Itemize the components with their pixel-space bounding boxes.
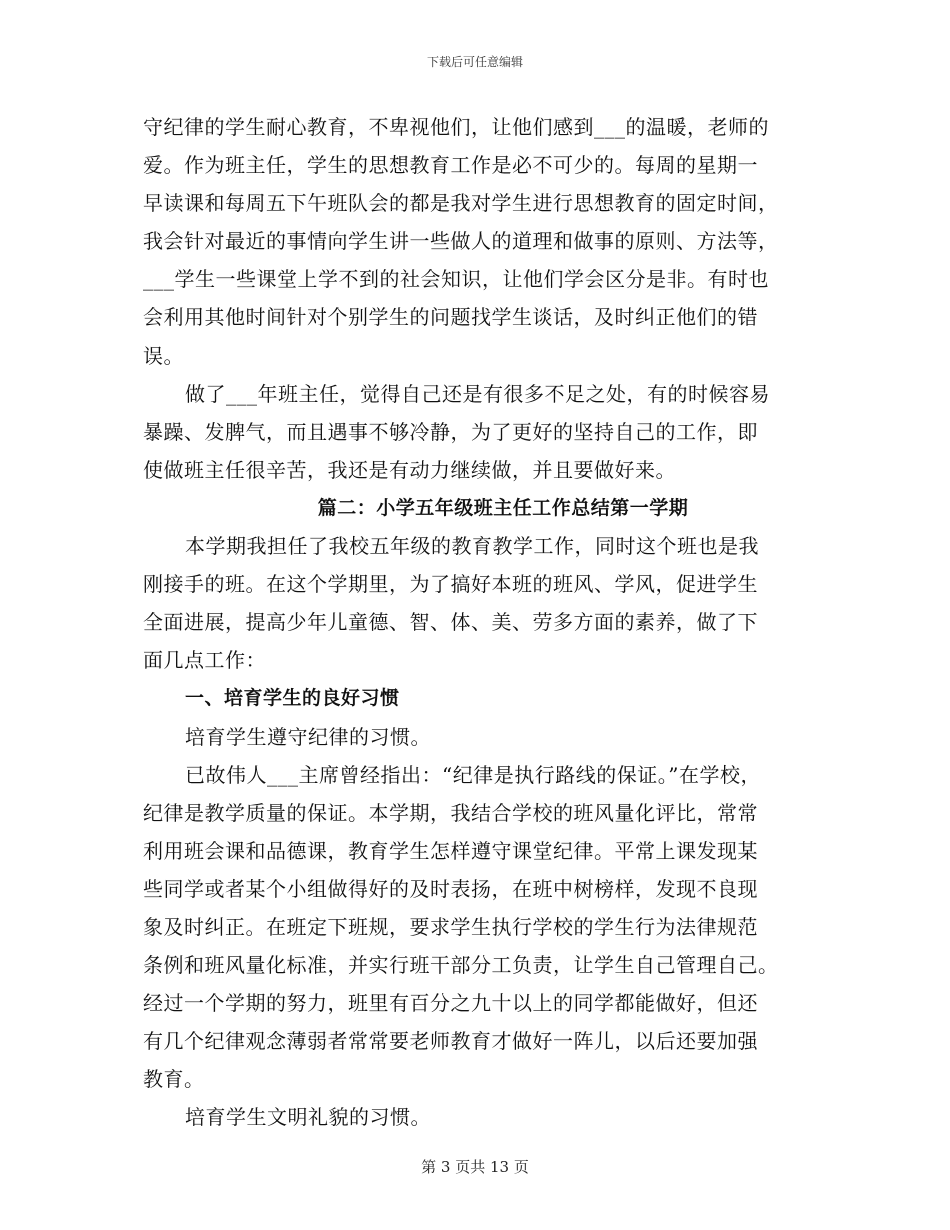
- page-header: 下载后可任意编辑: [426, 55, 523, 69]
- text-line: 使做班主任很辛苦，我还是有动力继续做，并且要做好来。: [143, 457, 676, 482]
- text-line: 误。: [143, 343, 184, 368]
- text-line: 刚接手的班。在这个学期里，为了搞好本班的班风、学风，促进学生: [143, 572, 758, 597]
- subsection-heading: 一、培育学生的良好习惯: [185, 687, 400, 710]
- text-line: 纪律是教学质量的保证。本学期，我结合学校的班风量化评比，常常: [143, 800, 758, 825]
- text-line: 象及时纠正。在班定下班规，要求学生执行学校的学生行为法律规范: [143, 914, 758, 939]
- paragraph-start-line: 做了___年班主任，觉得自己还是有很多不足之处，有的时候容易: [185, 381, 770, 406]
- paragraph-start-line: 已故伟人___主席曾经指出：“纪律是执行路线的保证。”在学校，: [185, 762, 761, 787]
- paragraph-start-line: 本学期我担任了我校五年级的教育教学工作，同时这个班也是我: [185, 534, 759, 559]
- text-line: 爱。作为班主任，学生的思想教育工作是必不可少的。每周的星期一: [143, 153, 758, 178]
- text-line: 面几点工作：: [143, 648, 266, 673]
- text-line: 暴躁、发脾气，而且遇事不够冷静，为了更好的坚持自己的工作，即: [143, 419, 758, 444]
- text-line: 有几个纪律观念薄弱者常常要老师教育才做好一阵儿，以后还要加强: [143, 1029, 758, 1054]
- text-line: 经过一个学期的努力，班里有百分之九十以上的同学都能做好，但还: [143, 991, 758, 1016]
- text-line: 会利用其他时间针对个别学生的问题找学生谈话，及时纠正他们的错: [143, 305, 758, 330]
- text-line: 守纪律的学生耐心教育，不卑视他们，让他们感到___的温暖，老师的: [143, 115, 769, 139]
- text-line: 全面进展，提高少年儿童德、智、体、美、劳多方面的素养，做了下: [143, 610, 758, 635]
- section-title: 篇二：小学五年级班主任工作总结第一学期: [317, 496, 689, 519]
- paragraph-start-line: 培育学生遵守纪律的习惯。: [185, 724, 431, 749]
- text-line: ___学生一些课堂上学不到的社会知识，让他们学会区分是非。有时也: [143, 267, 769, 292]
- text-line: 利用班会课和品德课，教育学生怎样遵守课堂纪律。平常上课发现某: [143, 838, 758, 863]
- paragraph-start-line: 培育学生文明礼貌的习惯。: [185, 1105, 431, 1130]
- text-line: 早读课和每周五下午班队会的都是我对学生进行思想教育的固定时间，: [143, 191, 779, 216]
- page-footer: 第 3 页共 13 页: [421, 1158, 529, 1176]
- document-body: [143, 108, 823, 1137]
- text-line: 条例和班风量化标准，并实行班干部分工负责，让学生自己管理自己。: [143, 953, 779, 978]
- text-line: 我会针对最近的事情向学生讲一些做人的道理和做事的原则、方法等，: [143, 229, 779, 254]
- text-line: 教育。: [143, 1067, 205, 1092]
- text-line: 些同学或者某个小组做得好的及时表扬，在班中树榜样，发现不良现: [143, 876, 758, 901]
